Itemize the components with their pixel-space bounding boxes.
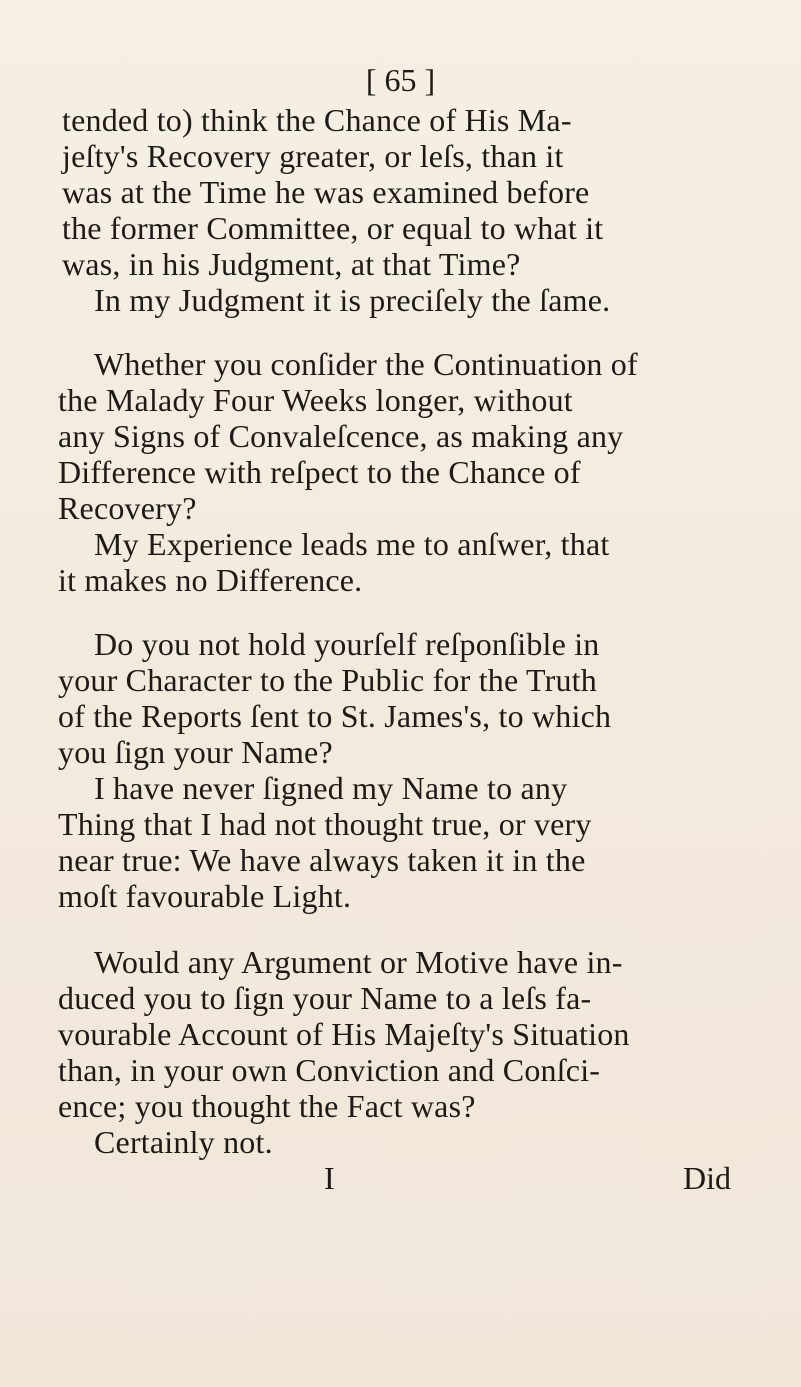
text-line: moſt favourable Light.	[58, 878, 352, 914]
text-line: Do you not hold yourſelf reſponſible in	[94, 626, 600, 662]
text-line: Would any Argument or Motive have in-	[94, 944, 623, 980]
catchword: Did	[683, 1160, 731, 1196]
text-line: jeſty's Recovery greater, or leſs, than it	[62, 138, 564, 174]
text-line: was at the Time he was examined before	[62, 174, 590, 210]
text-line: of the Reports ſent to St. James's, to which	[58, 698, 612, 734]
text-line: you ſign your Name?	[58, 734, 333, 770]
text-line: duced you to ſign your Name to a leſs fa-	[58, 980, 592, 1016]
text-line: Thing that I had not thought true, or very	[58, 806, 592, 842]
text-line: was, in his Judgment, at that Time?	[62, 246, 521, 282]
text-line: Whether you conſider the Continuation of	[94, 346, 638, 382]
text-line: My Experience leads me to anſwer, that	[94, 526, 610, 562]
text-line: your Character to the Public for the Truth	[58, 662, 597, 698]
text-line: Difference with reſpect to the Chance of	[58, 454, 581, 490]
text-line: In my Judgment it is preciſely the ſame.	[94, 282, 611, 318]
text-line: the former Committee, or equal to what it	[62, 210, 604, 246]
text-line: I have never ſigned my Name to any	[94, 770, 568, 806]
text-line: tended to) think the Chance of His Ma-	[62, 102, 572, 138]
text-line: it makes no Difference.	[58, 562, 363, 598]
text-line: ence; you thought the Fact was?	[58, 1088, 476, 1124]
text-line: near true: We have always taken it in the	[58, 842, 586, 878]
text-line: Recovery?	[58, 490, 197, 526]
text-line: vourable Account of His Majeſty's Situation	[58, 1016, 630, 1052]
text-line: any Signs of Convaleſcence, as making any	[58, 418, 624, 454]
text-line: Certainly not.	[94, 1124, 273, 1160]
page-number: [ 65 ]	[365, 62, 436, 98]
text-line: than, in your own Conviction and Conſci-	[58, 1052, 601, 1088]
text-line: the Malady Four Weeks longer, without	[58, 382, 573, 418]
signature-mark: I	[324, 1160, 335, 1196]
